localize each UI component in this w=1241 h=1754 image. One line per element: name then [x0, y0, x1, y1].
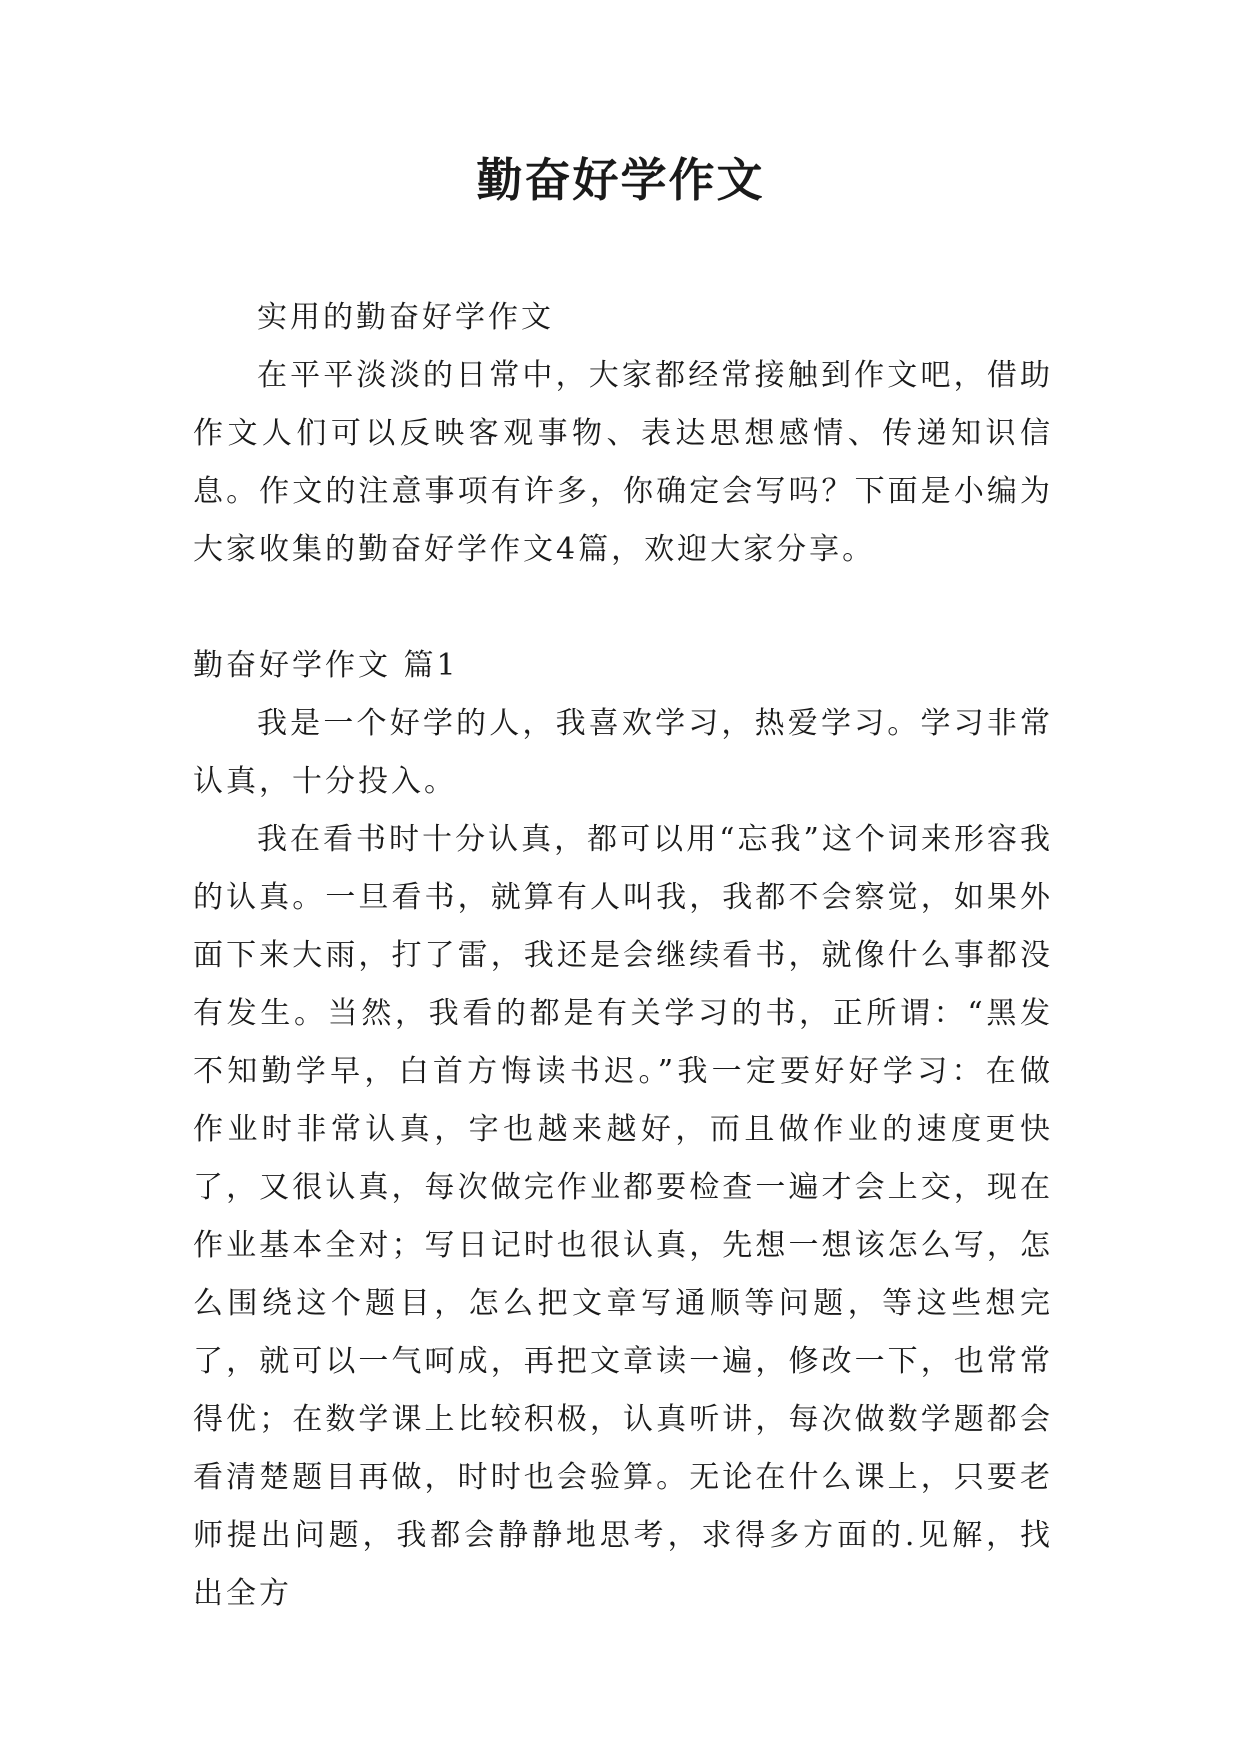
document-subtitle: 实用的勤奋好学作文	[257, 300, 554, 335]
body-paragraph-2: 我在看书时十分认真，都可以用“忘我”这个词来形容我的认真。一旦看书，就算有人叫我，我都不会察觉，如果外面下来大雨，打了雷，我还是会继续看书，就像什么事都没有发生。当然，我看的都是有关学习的书，正所谓：“黑发不知勤学早，白首方悔读书迟。”我一定要好好学习：在做作业时非常认真，字也越来越好，而且做作业的速度更快了，又很认真，每次做完作业都要检查一遍才会上交，现在作业基本全对；写日记时也很认真，先想一想该怎么写，怎么围绕这个题目，怎么把文章写通顺等问题，等这些想完了，就可以一气呵成，再把文章读一遍，修改一下，也常常得优；在数学课上比较积极，认真听讲，每次做数学题都会看清楚题目再做，时时也会验算。无论在什么课上，只要老师提出问题，我都会静静地思考，求得多方面的.见解，找出全方	[193, 822, 1053, 1611]
intro-paragraph: 在平平淡淡的日常中，大家都经常接触到作文吧，借助作文人们可以反映客观事物、表达思想感情、传递知识信息。作文的注意事项有许多，你确定会写吗？下面是小编为大家收集的勤奋好学作文4篇，欢迎大家分享。	[193, 358, 1053, 567]
document-title: 勤奋好学作文	[476, 153, 765, 207]
body-paragraph-1: 我是一个好学的人，我喜欢学习，热爱学习。学习非常认真，十分投入。	[193, 706, 1053, 799]
document-body	[193, 289, 1053, 1623]
section-heading: 勤奋好学作文 篇1	[193, 648, 459, 683]
